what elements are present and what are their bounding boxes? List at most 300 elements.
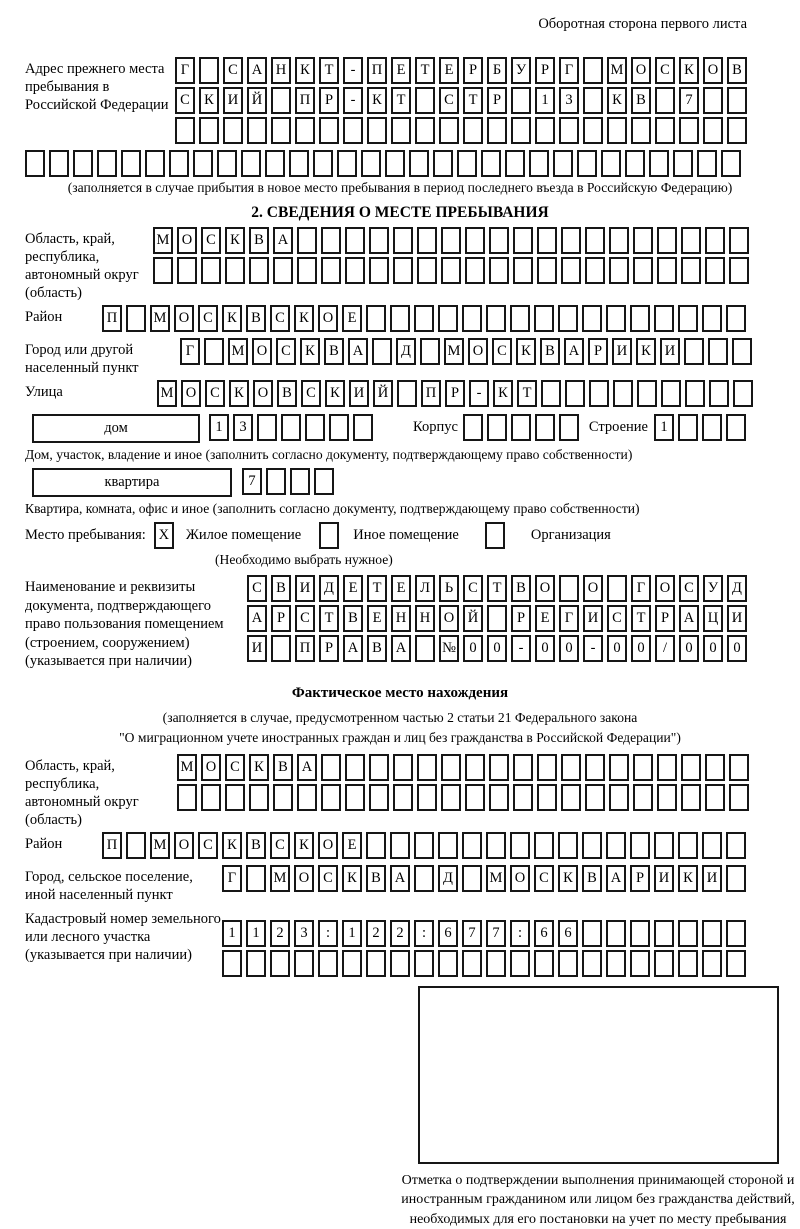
char-cell[interactable] xyxy=(630,305,650,332)
char-cell[interactable]: П xyxy=(102,832,122,859)
char-cell[interactable]: 7 xyxy=(679,87,699,114)
char-cell[interactable] xyxy=(534,305,554,332)
char-cell[interactable]: 0 xyxy=(607,635,627,662)
char-cell[interactable]: 3 xyxy=(233,414,253,441)
char-cell[interactable] xyxy=(673,150,693,177)
char-cell[interactable] xyxy=(321,257,341,284)
char-cell[interactable]: П xyxy=(102,305,122,332)
char-cell[interactable] xyxy=(609,754,629,781)
char-cell[interactable]: К xyxy=(679,57,699,84)
char-cell[interactable] xyxy=(266,468,286,495)
char-cell[interactable] xyxy=(385,150,405,177)
char-cell[interactable] xyxy=(637,380,657,407)
char-cell[interactable] xyxy=(486,950,506,977)
char-cell[interactable]: О xyxy=(177,227,197,254)
char-cell[interactable] xyxy=(420,338,440,365)
char-cell[interactable] xyxy=(561,754,581,781)
char-cell[interactable] xyxy=(583,87,603,114)
char-cell[interactable] xyxy=(462,832,482,859)
char-cell[interactable] xyxy=(585,754,605,781)
char-cell[interactable] xyxy=(513,754,533,781)
char-cell[interactable] xyxy=(729,784,749,811)
char-cell[interactable] xyxy=(633,784,653,811)
char-cell[interactable]: Р xyxy=(630,865,650,892)
char-cell[interactable] xyxy=(465,754,485,781)
char-cell[interactable] xyxy=(175,117,195,144)
char-cell[interactable] xyxy=(558,832,578,859)
char-cell[interactable] xyxy=(199,57,219,84)
char-cell[interactable]: В xyxy=(271,575,291,602)
char-cell[interactable] xyxy=(465,784,485,811)
char-cell[interactable] xyxy=(486,832,506,859)
char-cell[interactable]: В xyxy=(277,380,297,407)
char-cell[interactable]: Г xyxy=(222,865,242,892)
char-cell[interactable]: С xyxy=(225,754,245,781)
char-cell[interactable]: К xyxy=(229,380,249,407)
char-cell[interactable] xyxy=(585,257,605,284)
char-cell[interactable] xyxy=(558,950,578,977)
char-cell[interactable]: С xyxy=(198,832,218,859)
char-cell[interactable]: Т xyxy=(517,380,537,407)
char-cell[interactable] xyxy=(630,832,650,859)
char-cell[interactable]: Т xyxy=(319,605,339,632)
char-cell[interactable] xyxy=(727,117,747,144)
char-cell[interactable] xyxy=(654,305,674,332)
char-cell[interactable] xyxy=(361,150,381,177)
char-cell[interactable] xyxy=(201,784,221,811)
char-cell[interactable] xyxy=(559,414,579,441)
char-cell[interactable] xyxy=(249,784,269,811)
char-cell[interactable]: В xyxy=(367,635,387,662)
char-cell[interactable]: С xyxy=(301,380,321,407)
char-cell[interactable]: М xyxy=(228,338,248,365)
char-cell[interactable] xyxy=(705,754,725,781)
char-cell[interactable] xyxy=(438,832,458,859)
char-cell[interactable] xyxy=(391,117,411,144)
char-cell[interactable] xyxy=(561,227,581,254)
char-cell[interactable] xyxy=(321,784,341,811)
char-cell[interactable]: Д xyxy=(438,865,458,892)
char-cell[interactable] xyxy=(703,87,723,114)
checkbox-residential[interactable]: X xyxy=(154,522,174,549)
char-cell[interactable]: Д xyxy=(396,338,416,365)
char-cell[interactable] xyxy=(702,305,722,332)
char-cell[interactable]: Е xyxy=(439,57,459,84)
char-cell[interactable] xyxy=(705,784,725,811)
char-cell[interactable]: Е xyxy=(535,605,555,632)
char-cell[interactable] xyxy=(457,150,477,177)
char-cell[interactable] xyxy=(708,338,728,365)
char-cell[interactable]: О xyxy=(510,865,530,892)
char-cell[interactable] xyxy=(678,950,698,977)
char-cell[interactable] xyxy=(486,305,506,332)
char-cell[interactable] xyxy=(271,635,291,662)
char-cell[interactable]: Г xyxy=(175,57,195,84)
char-cell[interactable] xyxy=(145,150,165,177)
char-cell[interactable] xyxy=(463,117,483,144)
char-cell[interactable]: О xyxy=(439,605,459,632)
char-cell[interactable]: Д xyxy=(727,575,747,602)
char-cell[interactable] xyxy=(697,150,717,177)
char-cell[interactable]: К xyxy=(294,305,314,332)
char-cell[interactable] xyxy=(271,87,291,114)
char-cell[interactable] xyxy=(417,784,437,811)
char-cell[interactable] xyxy=(393,227,413,254)
char-cell[interactable] xyxy=(534,950,554,977)
char-cell[interactable] xyxy=(462,305,482,332)
char-cell[interactable]: Д xyxy=(319,575,339,602)
char-cell[interactable] xyxy=(417,257,437,284)
char-cell[interactable]: Т xyxy=(415,57,435,84)
char-cell[interactable]: Г xyxy=(631,575,651,602)
char-cell[interactable]: К xyxy=(295,57,315,84)
char-cell[interactable]: Г xyxy=(180,338,200,365)
char-cell[interactable] xyxy=(273,784,293,811)
char-cell[interactable] xyxy=(703,117,723,144)
char-cell[interactable] xyxy=(270,950,290,977)
char-cell[interactable] xyxy=(705,227,725,254)
char-cell[interactable]: К xyxy=(222,832,242,859)
char-cell[interactable] xyxy=(314,468,334,495)
char-cell[interactable] xyxy=(582,920,602,947)
char-cell[interactable] xyxy=(305,414,325,441)
char-cell[interactable]: С xyxy=(198,305,218,332)
char-cell[interactable] xyxy=(225,784,245,811)
char-cell[interactable] xyxy=(337,150,357,177)
char-cell[interactable] xyxy=(726,414,746,441)
char-cell[interactable] xyxy=(684,338,704,365)
char-cell[interactable]: Е xyxy=(342,832,362,859)
char-cell[interactable] xyxy=(249,257,269,284)
char-cell[interactable] xyxy=(441,784,461,811)
char-cell[interactable]: № xyxy=(439,635,459,662)
char-cell[interactable] xyxy=(366,832,386,859)
char-cell[interactable] xyxy=(655,87,675,114)
char-cell[interactable]: В xyxy=(540,338,560,365)
char-cell[interactable]: О xyxy=(468,338,488,365)
char-cell[interactable] xyxy=(585,784,605,811)
char-cell[interactable]: А xyxy=(348,338,368,365)
char-cell[interactable] xyxy=(511,414,531,441)
char-cell[interactable] xyxy=(661,380,681,407)
char-cell[interactable] xyxy=(199,117,219,144)
char-cell[interactable]: М xyxy=(150,305,170,332)
char-cell[interactable]: К xyxy=(607,87,627,114)
char-cell[interactable] xyxy=(462,865,482,892)
char-cell[interactable]: С xyxy=(205,380,225,407)
char-cell[interactable] xyxy=(702,832,722,859)
char-cell[interactable] xyxy=(558,305,578,332)
char-cell[interactable]: С xyxy=(295,605,315,632)
char-cell[interactable]: С xyxy=(607,605,627,632)
char-cell[interactable] xyxy=(681,227,701,254)
char-cell[interactable] xyxy=(631,117,651,144)
char-cell[interactable]: Т xyxy=(391,87,411,114)
char-cell[interactable] xyxy=(582,950,602,977)
char-cell[interactable] xyxy=(222,950,242,977)
char-cell[interactable]: У xyxy=(511,57,531,84)
char-cell[interactable]: В xyxy=(246,832,266,859)
char-cell[interactable] xyxy=(390,950,410,977)
char-cell[interactable] xyxy=(657,754,677,781)
char-cell[interactable] xyxy=(537,784,557,811)
char-cell[interactable] xyxy=(726,832,746,859)
char-cell[interactable]: 1 xyxy=(222,920,242,947)
char-cell[interactable] xyxy=(463,414,483,441)
char-cell[interactable]: С xyxy=(655,57,675,84)
char-cell[interactable]: - xyxy=(511,635,531,662)
char-cell[interactable] xyxy=(609,784,629,811)
char-cell[interactable]: О xyxy=(318,305,338,332)
char-cell[interactable]: О xyxy=(583,575,603,602)
char-cell[interactable]: А xyxy=(564,338,584,365)
char-cell[interactable] xyxy=(121,150,141,177)
char-cell[interactable] xyxy=(318,950,338,977)
char-cell[interactable] xyxy=(630,920,650,947)
char-cell[interactable] xyxy=(732,338,752,365)
char-cell[interactable]: С xyxy=(679,575,699,602)
char-cell[interactable]: 2 xyxy=(270,920,290,947)
char-cell[interactable] xyxy=(487,605,507,632)
char-cell[interactable] xyxy=(609,257,629,284)
char-cell[interactable]: Т xyxy=(319,57,339,84)
char-cell[interactable] xyxy=(369,227,389,254)
char-cell[interactable]: В xyxy=(246,305,266,332)
char-cell[interactable]: Г xyxy=(559,605,579,632)
char-cell[interactable]: Ь xyxy=(439,575,459,602)
char-cell[interactable]: С xyxy=(276,338,296,365)
char-cell[interactable]: А xyxy=(247,57,267,84)
char-cell[interactable] xyxy=(607,117,627,144)
char-cell[interactable]: - xyxy=(343,57,363,84)
char-cell[interactable]: И xyxy=(583,605,603,632)
char-cell[interactable]: П xyxy=(295,635,315,662)
char-cell[interactable]: И xyxy=(295,575,315,602)
char-cell[interactable] xyxy=(390,305,410,332)
char-cell[interactable]: К xyxy=(199,87,219,114)
char-cell[interactable] xyxy=(290,468,310,495)
char-cell[interactable] xyxy=(367,117,387,144)
char-cell[interactable] xyxy=(601,150,621,177)
char-cell[interactable] xyxy=(709,380,729,407)
char-cell[interactable] xyxy=(345,227,365,254)
char-cell[interactable] xyxy=(606,832,626,859)
char-cell[interactable] xyxy=(729,227,749,254)
char-cell[interactable] xyxy=(73,150,93,177)
char-cell[interactable] xyxy=(397,380,417,407)
char-cell[interactable] xyxy=(529,150,549,177)
char-cell[interactable] xyxy=(321,754,341,781)
char-cell[interactable] xyxy=(657,784,677,811)
char-cell[interactable]: С xyxy=(534,865,554,892)
char-cell[interactable] xyxy=(553,150,573,177)
char-cell[interactable] xyxy=(702,414,722,441)
char-cell[interactable] xyxy=(201,257,221,284)
char-cell[interactable]: Е xyxy=(343,575,363,602)
char-cell[interactable]: М xyxy=(153,227,173,254)
char-cell[interactable] xyxy=(25,150,45,177)
char-cell[interactable] xyxy=(441,754,461,781)
char-cell[interactable] xyxy=(204,338,224,365)
char-cell[interactable] xyxy=(439,117,459,144)
char-cell[interactable]: М xyxy=(486,865,506,892)
char-cell[interactable]: 6 xyxy=(438,920,458,947)
char-cell[interactable] xyxy=(654,920,674,947)
char-cell[interactable] xyxy=(729,754,749,781)
char-cell[interactable]: С xyxy=(201,227,221,254)
char-cell[interactable] xyxy=(505,150,525,177)
char-cell[interactable] xyxy=(313,150,333,177)
char-cell[interactable]: Р xyxy=(463,57,483,84)
char-cell[interactable]: 1 xyxy=(654,414,674,441)
char-cell[interactable] xyxy=(465,227,485,254)
char-cell[interactable] xyxy=(345,257,365,284)
char-cell[interactable]: В xyxy=(582,865,602,892)
char-cell[interactable] xyxy=(513,784,533,811)
char-cell[interactable] xyxy=(247,117,267,144)
char-cell[interactable]: 6 xyxy=(534,920,554,947)
char-cell[interactable] xyxy=(559,575,579,602)
char-cell[interactable]: А xyxy=(679,605,699,632)
checkbox-other-premises[interactable] xyxy=(319,522,339,549)
char-cell[interactable] xyxy=(535,117,555,144)
char-cell[interactable] xyxy=(393,754,413,781)
char-cell[interactable] xyxy=(417,227,437,254)
char-cell[interactable] xyxy=(414,865,434,892)
char-cell[interactable]: Р xyxy=(655,605,675,632)
char-cell[interactable] xyxy=(223,117,243,144)
char-cell[interactable] xyxy=(589,380,609,407)
char-cell[interactable] xyxy=(217,150,237,177)
char-cell[interactable]: Е xyxy=(391,575,411,602)
char-cell[interactable]: О xyxy=(253,380,273,407)
char-cell[interactable]: А xyxy=(606,865,626,892)
char-cell[interactable]: К xyxy=(678,865,698,892)
char-cell[interactable]: Т xyxy=(487,575,507,602)
char-cell[interactable]: К xyxy=(325,380,345,407)
char-cell[interactable]: М xyxy=(150,832,170,859)
char-cell[interactable] xyxy=(633,227,653,254)
char-cell[interactable]: И xyxy=(702,865,722,892)
char-cell[interactable]: Г xyxy=(559,57,579,84)
char-cell[interactable] xyxy=(510,832,530,859)
char-cell[interactable] xyxy=(246,865,266,892)
char-cell[interactable] xyxy=(366,950,386,977)
char-cell[interactable]: О xyxy=(174,832,194,859)
char-cell[interactable] xyxy=(630,950,650,977)
char-cell[interactable] xyxy=(97,150,117,177)
char-cell[interactable]: К xyxy=(636,338,656,365)
char-cell[interactable]: Л xyxy=(415,575,435,602)
char-cell[interactable]: 2 xyxy=(366,920,386,947)
char-cell[interactable] xyxy=(481,150,501,177)
char-cell[interactable]: И xyxy=(660,338,680,365)
char-cell[interactable] xyxy=(678,305,698,332)
char-cell[interactable] xyxy=(582,305,602,332)
char-cell[interactable]: М xyxy=(177,754,197,781)
char-cell[interactable] xyxy=(489,784,509,811)
char-cell[interactable] xyxy=(729,257,749,284)
char-cell[interactable]: В xyxy=(343,605,363,632)
char-cell[interactable]: С xyxy=(439,87,459,114)
char-cell[interactable] xyxy=(297,227,317,254)
char-cell[interactable]: 7 xyxy=(242,468,262,495)
char-cell[interactable] xyxy=(726,865,746,892)
char-cell[interactable]: Й xyxy=(247,87,267,114)
char-cell[interactable]: 7 xyxy=(486,920,506,947)
char-cell[interactable] xyxy=(393,257,413,284)
char-cell[interactable] xyxy=(409,150,429,177)
char-cell[interactable]: 1 xyxy=(535,87,555,114)
char-cell[interactable]: М xyxy=(607,57,627,84)
char-cell[interactable] xyxy=(513,257,533,284)
char-cell[interactable]: : xyxy=(414,920,434,947)
checkbox-organization[interactable] xyxy=(485,522,505,549)
char-cell[interactable] xyxy=(534,832,554,859)
char-cell[interactable]: О xyxy=(252,338,272,365)
char-cell[interactable] xyxy=(369,257,389,284)
char-cell[interactable] xyxy=(415,117,435,144)
char-cell[interactable] xyxy=(281,414,301,441)
char-cell[interactable]: К xyxy=(367,87,387,114)
char-cell[interactable] xyxy=(721,150,741,177)
char-cell[interactable] xyxy=(438,950,458,977)
char-cell[interactable] xyxy=(537,754,557,781)
char-cell[interactable]: С xyxy=(463,575,483,602)
char-cell[interactable] xyxy=(345,754,365,781)
char-cell[interactable]: К xyxy=(294,832,314,859)
char-cell[interactable]: К xyxy=(225,227,245,254)
char-cell[interactable]: Р xyxy=(535,57,555,84)
char-cell[interactable] xyxy=(657,257,677,284)
char-cell[interactable] xyxy=(613,380,633,407)
char-cell[interactable] xyxy=(319,117,339,144)
char-cell[interactable] xyxy=(415,635,435,662)
char-cell[interactable] xyxy=(225,257,245,284)
char-cell[interactable]: В xyxy=(273,754,293,781)
char-cell[interactable] xyxy=(537,257,557,284)
char-cell[interactable]: О xyxy=(655,575,675,602)
char-cell[interactable]: Ц xyxy=(703,605,723,632)
char-cell[interactable]: / xyxy=(655,635,675,662)
char-cell[interactable] xyxy=(609,227,629,254)
char-cell[interactable]: К xyxy=(342,865,362,892)
char-cell[interactable]: П xyxy=(421,380,441,407)
char-cell[interactable] xyxy=(441,227,461,254)
char-cell[interactable]: 1 xyxy=(342,920,362,947)
char-cell[interactable]: : xyxy=(318,920,338,947)
char-cell[interactable] xyxy=(585,227,605,254)
char-cell[interactable] xyxy=(727,87,747,114)
char-cell[interactable]: - xyxy=(343,87,363,114)
char-cell[interactable] xyxy=(679,117,699,144)
char-cell[interactable] xyxy=(241,150,261,177)
char-cell[interactable]: В xyxy=(631,87,651,114)
char-cell[interactable] xyxy=(489,227,509,254)
char-cell[interactable]: К xyxy=(222,305,242,332)
char-cell[interactable]: 0 xyxy=(463,635,483,662)
char-cell[interactable]: В xyxy=(324,338,344,365)
char-cell[interactable]: Р xyxy=(445,380,465,407)
char-cell[interactable] xyxy=(511,117,531,144)
char-cell[interactable]: К xyxy=(300,338,320,365)
char-cell[interactable]: 2 xyxy=(390,920,410,947)
char-cell[interactable]: Р xyxy=(271,605,291,632)
char-cell[interactable] xyxy=(685,380,705,407)
char-cell[interactable]: О xyxy=(703,57,723,84)
char-cell[interactable] xyxy=(462,950,482,977)
char-cell[interactable]: К xyxy=(249,754,269,781)
